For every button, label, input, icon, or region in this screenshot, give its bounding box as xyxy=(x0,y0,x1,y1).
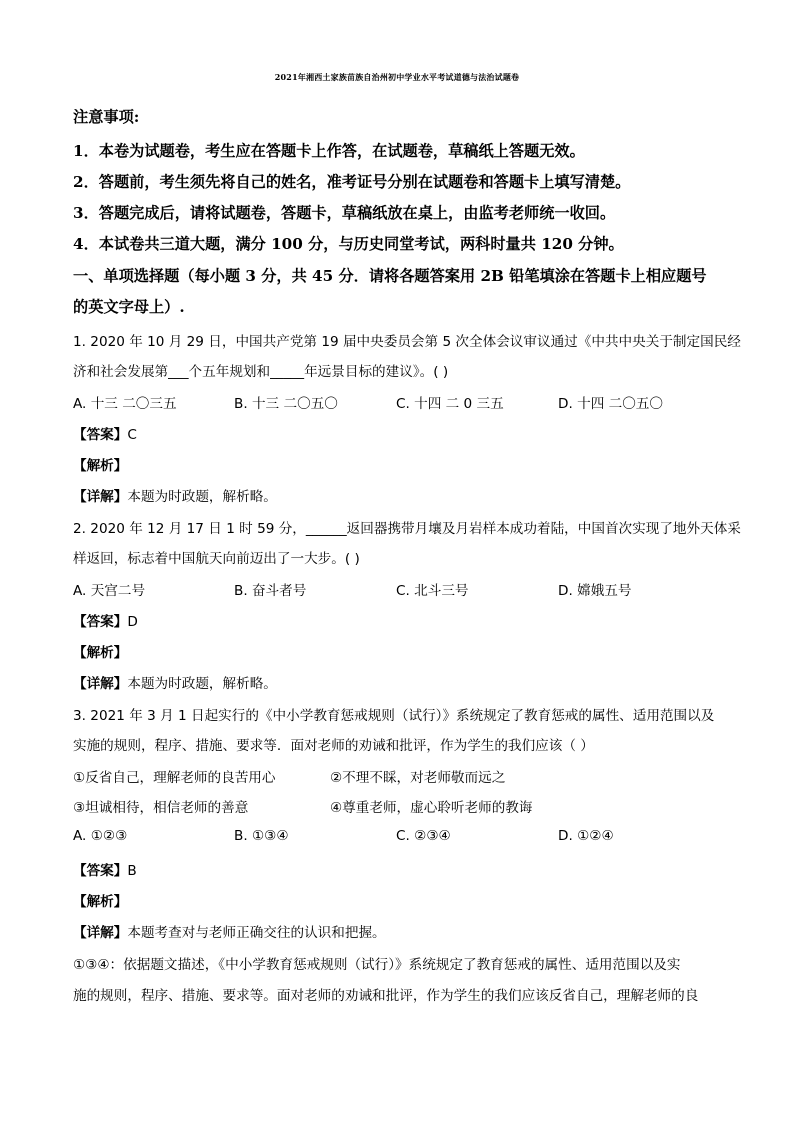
question-3-option-d: D. ①②④ xyxy=(558,828,614,844)
analysis-label: 【解析】 xyxy=(73,458,128,474)
notice-item: 1．本卷为试题卷，考生应在答题卡上作答，在试题卷，草稿纸上答题无效。 xyxy=(73,142,585,160)
question-3-analysis xyxy=(73,890,127,910)
question-2-option-b: B. 奋斗者号 xyxy=(234,583,307,599)
answer-value: C xyxy=(127,427,137,443)
exam-title: 2021年湘西土家族苗族自治州初中学业水平考试道德与法治试题卷 xyxy=(274,72,520,82)
notice-heading: 注意事项: xyxy=(73,108,140,126)
question-2-analysis xyxy=(73,641,127,661)
notice-item: 4．本试卷共三道大题，满分 100 分，与历史同堂考试，两科时量共 120 分钟。 xyxy=(73,235,624,253)
question-3-stem: 实施的规则，程序、措施、要求等．面对老师的劝诫和批评，作为学生的我们应该（ ） xyxy=(73,738,594,754)
analysis-label: 【解析】 xyxy=(73,645,128,661)
detail-label: 【详解】 xyxy=(73,489,128,505)
question-1-stem: 济和社会发展第___个五年规划和_____年远景目标的建议》。( ) xyxy=(73,364,449,380)
question-3-stem: 3. 2021 年 3 月 1 日起实行的《中小学教育惩戒规则（试行）》系统规定了教育惩戒的属性、适用范围以及 xyxy=(73,708,715,724)
question-2-stem: 2. 2020 年 12 月 17 日 1 时 59 分，______返回器携带月壤及月岩样本成功着陆，中国首次实现了地外天体采 xyxy=(73,521,741,537)
answer-label: 【答案】 xyxy=(73,863,128,879)
detail-text: 本题考查对与老师正确交往的认识和把握。 xyxy=(127,925,386,941)
question-3-statement-2: ②不理不睬，对老师敬而远之 xyxy=(330,770,506,786)
analysis-label: 【解析】 xyxy=(73,894,128,910)
section-heading: 一、单项选择题（每小题 3 分，共 45 分．请将各题答案用 2B 铅笔填涂在答题卡上相应题号 xyxy=(73,267,707,285)
detail-label: 【详解】 xyxy=(73,676,128,692)
question-3-option-a: A. ①②③ xyxy=(73,828,128,844)
question-3-detail-text: 施的规则，程序、措施、要求等。面对老师的劝诫和批评，作为学生的我们应该反省自己，理解老师的良 xyxy=(73,988,699,1004)
question-1-option-a: A. 十三 二〇三五 xyxy=(73,396,177,412)
question-1-option-c: C. 十四 二 0 三五 xyxy=(396,396,504,412)
question-1-analysis xyxy=(73,454,127,474)
question-2-detail xyxy=(73,672,277,692)
answer-value: B xyxy=(127,863,137,879)
answer-label: 【答案】 xyxy=(73,614,128,630)
notice-item: 2．答题前，考生须先将自己的姓名，准考证号分别在试题卷和答题卡上填写清楚。 xyxy=(73,173,631,191)
question-1-option-b: B. 十三 二〇五〇 xyxy=(234,396,338,412)
answer-value: D xyxy=(127,614,138,630)
detail-text: 本题为时政题，解析略。 xyxy=(127,489,277,505)
detail-label: 【详解】 xyxy=(73,925,128,941)
question-1-stem: 1. 2020 年 10 月 29 日，中国共产党第 19 届中央委员会第 5 次全体会议审议通过《中共中央关于制定国民经 xyxy=(73,334,741,350)
answer-label: 【答案】 xyxy=(73,427,128,443)
section-heading-cont: 的英文字母上）. xyxy=(73,298,185,316)
question-3-detail xyxy=(73,921,386,941)
question-2-option-a: A. 天宫二号 xyxy=(73,583,146,599)
question-3-detail-text: ①③④：依据题文描述，《中小学教育惩戒规则（试行）》系统规定了教育惩戒的属性、适用范围以及实 xyxy=(73,957,681,973)
question-1-option-d: D. 十四 二〇五〇 xyxy=(558,396,663,412)
notice-item: 3．答题完成后，请将试题卷，答题卡，草稿纸放在桌上，由监考老师统一收回。 xyxy=(73,204,616,222)
question-2-answer xyxy=(73,610,138,630)
question-3-statement-1: ①反省自己，理解老师的良苦用心 xyxy=(73,770,276,786)
detail-text: 本题为时政题，解析略。 xyxy=(127,676,277,692)
question-3-option-c: C. ②③④ xyxy=(396,828,451,844)
question-3-statement-4: ④尊重老师，虚心聆听老师的教诲 xyxy=(330,800,533,816)
question-1-detail xyxy=(73,485,277,505)
question-1-answer xyxy=(73,423,137,443)
question-2-stem: 样返回，标志着中国航天向前迈出了一大步。( ) xyxy=(73,551,360,567)
question-2-option-c: C. 北斗三号 xyxy=(396,583,469,599)
question-3-answer xyxy=(73,859,137,879)
question-2-option-d: D. 嫦娥五号 xyxy=(558,583,632,599)
question-3-option-b: B. ①③④ xyxy=(234,828,289,844)
question-3-statement-3: ③坦诚相待，相信老师的善意 xyxy=(73,800,249,816)
